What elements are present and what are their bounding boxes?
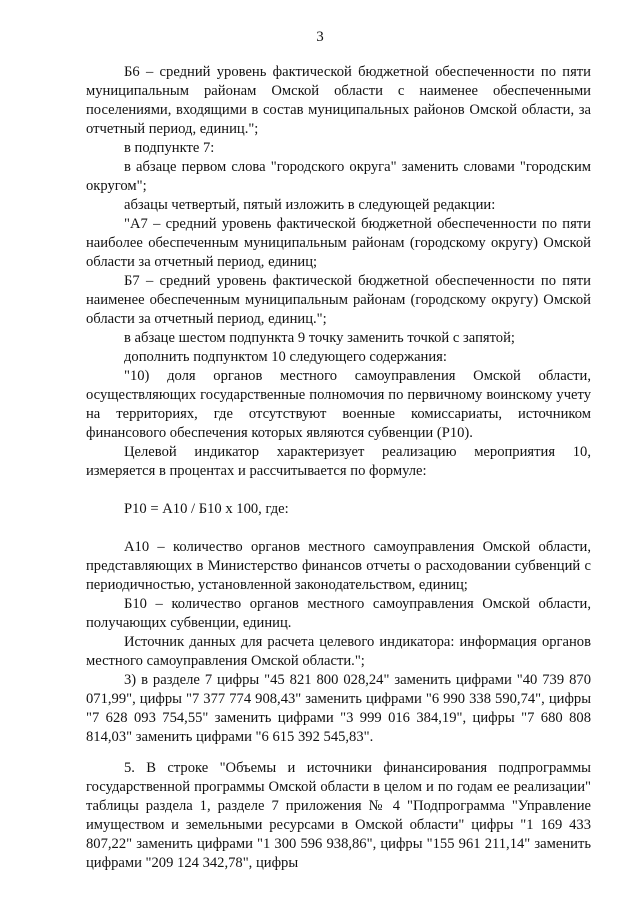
- formula-p10: Р10 = А10 / Б10 х 100, где:: [124, 501, 289, 517]
- paragraph-a10-definition: А10 – количество органов местного самоуправления Омской области, представляющих в Министерство финансов отчеты о расходовании субвенций с периодичностью, установленной законодательством, единиц;: [86, 539, 591, 593]
- paragraph-b10-definition: Б10 – количество органов местного самоуправления Омской области, получающих субвенции, единиц.: [86, 596, 591, 631]
- paragraph-abzats-4-5: абзацы четвертый, пятый изложить в следующей редакции:: [124, 197, 496, 213]
- page-number: 3: [316, 29, 324, 45]
- paragraph-b6-definition: Б6 – средний уровень фактической бюджетной обеспеченности по пяти муниципальным районам Омской области с наименее обеспеченными поселениями, входящими в состав муниципальных районов Омской области, за отчетный период, единиц.";: [86, 64, 591, 137]
- paragraph-item-5: 5. В строке "Объемы и источники финансирования подпрограммы государственной программы Омской области в целом и по годам ее реализации" таблицы раздела 1, разделе 7 приложения № 4 "Подпрограмма "Управление имуществом и земельными ресурсами в Омской области" цифры "1 169 433 807,22" заменить цифрами "1 300 596 938,86", цифры "155 961 211,14" заменить цифрами "209 124 342,78", цифры: [86, 760, 591, 871]
- paragraph-data-source: Источник данных для расчета целевого индикатора: информация органов местного самоуправления Омской области.";: [86, 634, 591, 669]
- paragraph-subitem-9: в абзаце шестом подпункта 9 точку заменить точкой с запятой;: [124, 330, 515, 346]
- paragraph-a7-definition: "А7 – средний уровень фактической бюджетной обеспеченности по пяти наиболее обеспеченным муниципальным районам (городскому округу) Омской области за отчетный период, единиц;: [86, 216, 591, 270]
- paragraph-subitem-10-text: "10) доля органов местного самоуправления Омской области, осуществляющих государственные полномочия по первичному воинскому учету на территориях, где отсутствуют военные комиссариаты, источником финансового обеспечения которых являются субвенции (Р10).: [86, 368, 591, 441]
- paragraph-subitem-7: в подпункте 7:: [124, 140, 215, 156]
- paragraph-b7-definition: Б7 – средний уровень фактической бюджетной обеспеченности по пяти наименее обеспеченным муниципальным районам (городскому округу) Омской области за отчетный период, единиц.";: [86, 273, 591, 327]
- paragraph-add-subitem-10: дополнить подпунктом 10 следующего содержания:: [124, 349, 447, 365]
- paragraph-first-abzats: в абзаце первом слова "городского округа" заменить словами "городским округом";: [86, 159, 591, 194]
- document-body: [86, 63, 591, 873]
- paragraph-target-indicator: Целевой индикатор характеризует реализацию мероприятия 10, измеряется в процентах и рассчитывается по формуле:: [86, 444, 591, 479]
- paragraph-section-7-figures: 3) в разделе 7 цифры "45 821 800 028,24" заменить цифрами "40 739 870 071,99", цифры "7 377 774 908,43" заменить цифрами "6 990 338 590,74", цифры "7 628 093 754,55" заменить цифрами "3 999 016 384,19", цифры "7 680 808 814,03" заменить цифрами "6 615 392 545,83".: [86, 672, 591, 745]
